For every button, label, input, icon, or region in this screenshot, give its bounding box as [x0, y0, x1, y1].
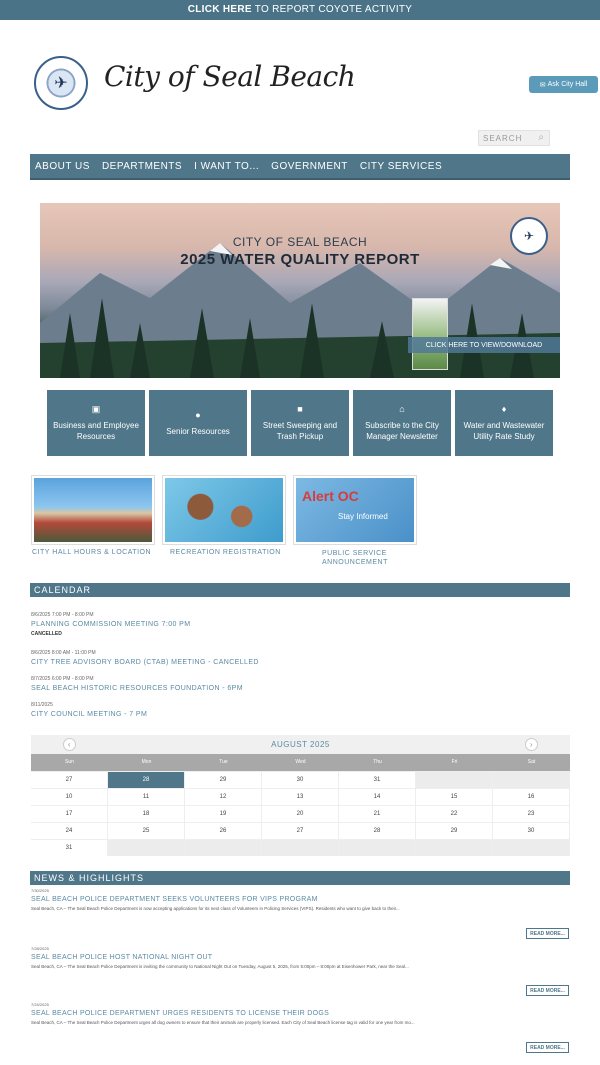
building-icon: ⌂ [399, 404, 405, 415]
calendar-week [31, 839, 570, 856]
water-quality-banner[interactable] [40, 203, 560, 378]
calendar-day[interactable]: 14 [339, 789, 416, 805]
news-summary: Seal Beach, CA – The Seal Beach Police Department is now accepting applications for its next class of Volunteers in Policing Services (VIPS). Residents who want to give back to their... [31, 906, 400, 911]
calendar-day-empty [493, 772, 570, 788]
site-logo[interactable]: City of Seal Beach [104, 60, 356, 93]
calendar-day[interactable]: 22 [416, 806, 493, 822]
read-more-button[interactable]: READ MORE... [526, 985, 569, 996]
news-title[interactable]: SEAL BEACH POLICE DEPARTMENT SEEKS VOLUNTEERS FOR VIPS PROGRAM [31, 896, 318, 903]
photo-alert-oc[interactable] [293, 475, 417, 545]
event-status: CANCELLED [31, 631, 62, 637]
chat-icon: ✉ [539, 81, 546, 89]
news-date: 7/28/2025 [31, 946, 49, 951]
report-cover-thumbnail [412, 298, 448, 370]
news-date: 7/24/2025 [31, 1002, 49, 1007]
banner-subtitle: CITY OF SEAL BEACH [232, 235, 368, 249]
calendar-day[interactable]: 29 [416, 823, 493, 839]
calendar-day[interactable]: 31 [339, 772, 416, 788]
calendar-day-empty [185, 840, 262, 856]
calendar-day[interactable]: 27 [31, 772, 108, 788]
news-title[interactable]: SEAL BEACH POLICE HOST NATIONAL NIGHT OUT [31, 954, 213, 961]
event-item[interactable]: 8/6/2025 8:00 AM - 11:00 PM CITY TREE ADVISORY BOARD (CTAB) MEETING - CANCELLED [31, 650, 259, 666]
calendar-day[interactable]: 25 [108, 823, 185, 839]
city-seal-icon[interactable]: ✈ [34, 56, 88, 110]
nav-i-want-to[interactable]: I WANT TO... [194, 160, 260, 172]
info-icon: ● [195, 409, 201, 420]
caption-city-hall[interactable]: CITY HALL HOURS & LOCATION [32, 549, 152, 556]
calendar-day-empty [416, 772, 493, 788]
calendar-day-empty [108, 840, 185, 856]
prev-month-icon[interactable]: ‹ [63, 738, 76, 751]
nav-government[interactable]: GOVERNMENT [271, 160, 348, 172]
calendar-day-empty [416, 840, 493, 856]
calendar-day[interactable]: 30 [262, 772, 339, 788]
calendar-day[interactable]: 23 [493, 806, 570, 822]
tile-utility-rate-study[interactable]: ♦ Water and Wastewater Utility Rate Study [455, 390, 553, 456]
event-title[interactable]: CITY COUNCIL MEETING - 7 PM [31, 711, 148, 718]
event-title[interactable]: CITY TREE ADVISORY BOARD (CTAB) MEETING - CANCELLED [31, 659, 259, 666]
calendar-day-empty [493, 840, 570, 856]
calendar-day[interactable]: 16 [493, 789, 570, 805]
month-calendar [31, 735, 570, 856]
calendar-day[interactable]: 24 [31, 823, 108, 839]
calendar-day[interactable]: 11 [108, 789, 185, 805]
calendar-day[interactable]: 21 [339, 806, 416, 822]
news-summary: Seal Beach, CA – The Seal Beach Police Department is inviting the community to National Night Out on Tuesday, August 5, 2025, from 5:00pm – 8:00pm at Eisenhower Park, near the Seal... [31, 964, 409, 969]
ask-city-hall-button[interactable]: ✉ Ask City Hall [529, 76, 598, 93]
coyote-alert-bar[interactable] [0, 0, 600, 20]
calendar-day[interactable]: 17 [31, 806, 108, 822]
news-date: 7/30/2025 [31, 888, 49, 893]
calendar-day-empty [262, 840, 339, 856]
calendar-day[interactable]: 13 [262, 789, 339, 805]
news-heading: NEWS & HIGHLIGHTS [30, 871, 570, 885]
banner-seal-icon: ✈ [510, 217, 548, 255]
news-item [31, 888, 569, 944]
briefcase-icon: ▣ [91, 404, 101, 415]
calendar-day[interactable]: 28 [339, 823, 416, 839]
coyote-alert-link[interactable]: CLICK HERE [187, 4, 252, 15]
calendar-day[interactable]: 31 [31, 840, 108, 856]
event-title[interactable]: SEAL BEACH HISTORIC RESOURCES FOUNDATION - 6PM [31, 685, 243, 692]
calendar-month-header [31, 735, 570, 754]
banner-download-button[interactable]: CLICK HERE TO VIEW/DOWNLOAD [408, 337, 560, 353]
event-item[interactable]: 8/6/2025 7:00 PM - 8:00 PM PLANNING COMMISSION MEETING 7:00 PM CANCELLED [31, 612, 191, 637]
coyote-alert-text: TO REPORT COYOTE ACTIVITY [251, 4, 413, 15]
nav-city-services[interactable]: CITY SERVICES [359, 160, 443, 172]
event-title[interactable]: PLANNING COMMISSION MEETING 7:00 PM [31, 621, 191, 628]
calendar-day-selected[interactable]: 28 [108, 772, 185, 788]
calendar-weekdays: Sun Mon Tue Wed Thu Fri Sat [31, 754, 570, 771]
search-input[interactable]: SEARCH ⌕ [478, 130, 550, 146]
banner-title: 2025 WATER QUALITY REPORT [180, 251, 420, 268]
truck-icon: ■ [297, 404, 303, 415]
main-nav [30, 154, 570, 180]
calendar-day[interactable]: 12 [185, 789, 262, 805]
news-summary: Seal Beach, CA – The Seal Beach Police Department urges all dog owners to ensure that their animals are properly licensed. Each City of Seal Beach license tag is valid for one year from mo... [31, 1020, 415, 1025]
tile-business-resources[interactable]: ▣ Business and Employee Resources [47, 390, 145, 456]
calendar-day[interactable]: 19 [185, 806, 262, 822]
news-title[interactable]: SEAL BEACH POLICE DEPARTMENT URGES RESIDENTS TO LICENSE THEIR DOGS [31, 1010, 330, 1017]
caption-recreation[interactable]: RECREATION REGISTRATION [170, 549, 281, 556]
news-item [31, 1002, 569, 1058]
calendar-day[interactable]: 30 [493, 823, 570, 839]
search-icon[interactable]: ⌕ [538, 132, 545, 143]
calendar-day[interactable]: 26 [185, 823, 262, 839]
calendar-heading: CALENDAR [30, 583, 570, 597]
calendar-day[interactable]: 27 [262, 823, 339, 839]
alert-oc-logo: Alert OC [302, 488, 359, 504]
calendar-day[interactable]: 15 [416, 789, 493, 805]
calendar-day[interactable]: 20 [262, 806, 339, 822]
calendar-day[interactable]: 10 [31, 789, 108, 805]
event-item[interactable]: 8/7/2025 6:00 PM - 8:00 PM SEAL BEACH HISTORIC RESOURCES FOUNDATION - 6PM [31, 676, 243, 692]
calendar-day[interactable]: 18 [108, 806, 185, 822]
nav-departments[interactable]: DEPARTMENTS [101, 160, 183, 172]
calendar-month-label: AUGUST 2025 [271, 740, 330, 749]
calendar-week [31, 822, 570, 839]
nav-about-us[interactable]: ABOUT US [35, 160, 90, 172]
tile-newsletter[interactable]: ⌂ Subscribe to the City Manager Newsletter [353, 390, 451, 456]
alert-oc-tagline: Stay Informed [338, 512, 388, 521]
calendar-day[interactable]: 29 [185, 772, 262, 788]
calendar-week [31, 771, 570, 788]
caption-psa[interactable]: PUBLIC SERVICE ANNOUNCEMENT [322, 550, 388, 567]
calendar-day-empty [339, 840, 416, 856]
photo-city-hall[interactable] [31, 475, 155, 545]
tile-senior-resources[interactable]: ● Senior Resources [149, 390, 247, 456]
read-more-button[interactable]: READ MORE... [526, 1042, 569, 1053]
photo-recreation[interactable] [162, 475, 286, 545]
drop-icon: ♦ [501, 404, 507, 415]
calendar-week [31, 788, 570, 805]
tile-street-sweeping[interactable]: ■ Street Sweeping and Trash Pickup [251, 390, 349, 456]
next-month-icon[interactable]: › [525, 738, 538, 751]
calendar-week [31, 805, 570, 822]
read-more-button[interactable]: READ MORE... [526, 928, 569, 939]
event-item[interactable]: 8/11/2025 CITY COUNCIL MEETING - 7 PM [31, 702, 148, 718]
news-item [31, 946, 569, 1002]
quick-links [47, 390, 553, 456]
